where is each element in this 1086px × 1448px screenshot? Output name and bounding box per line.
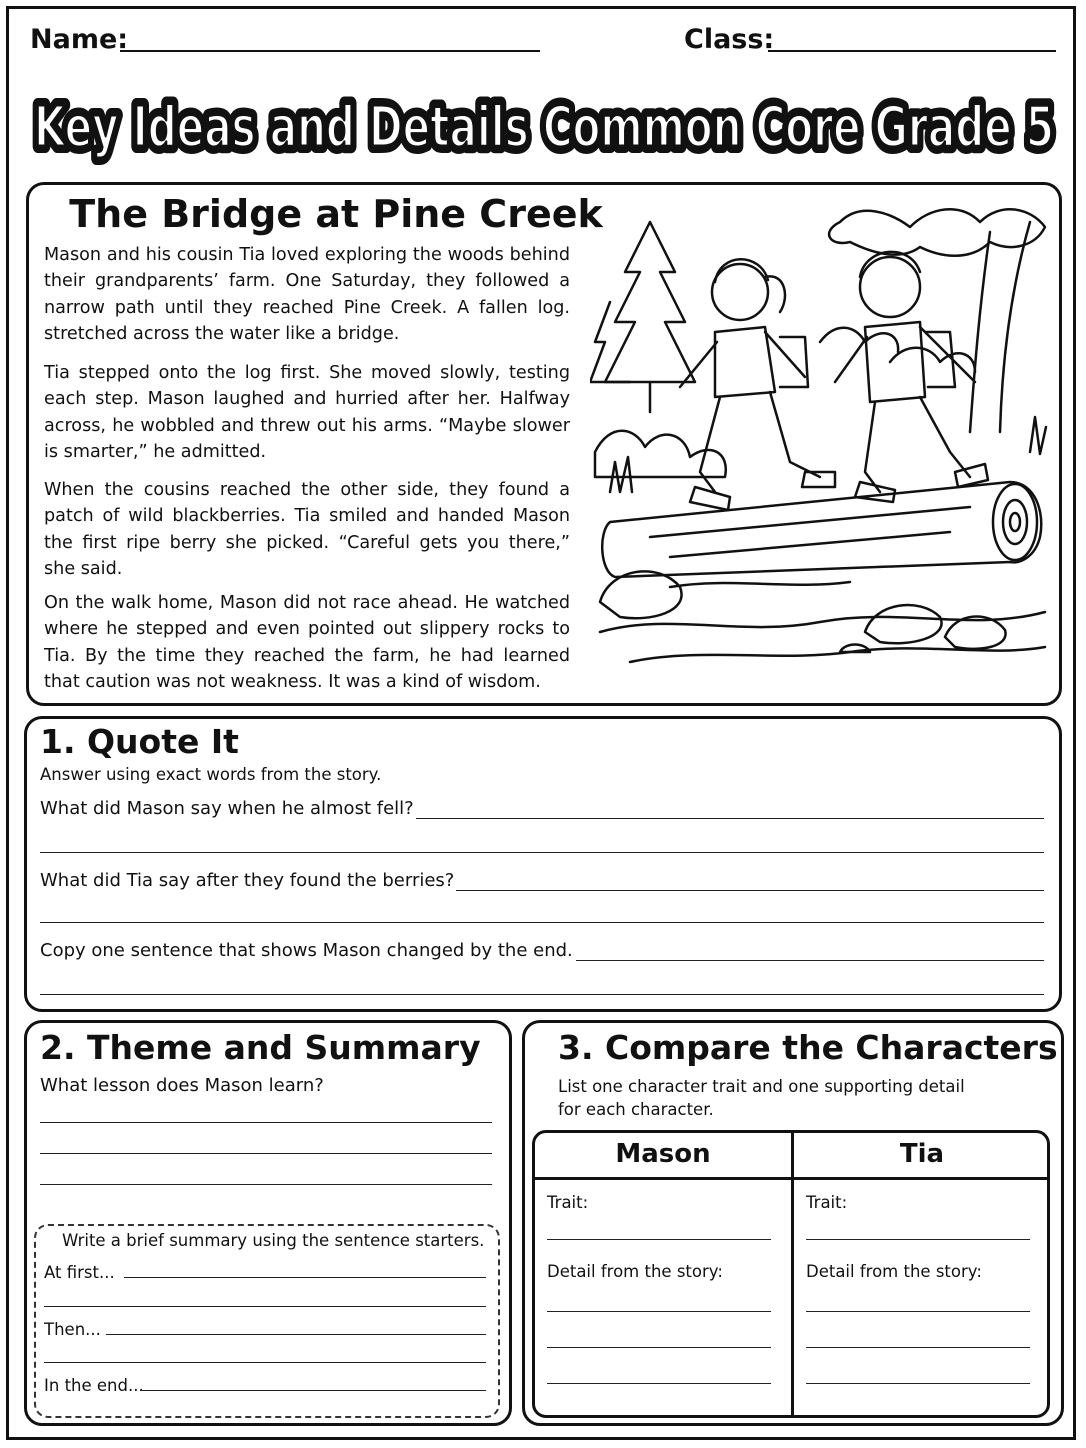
mason-column-header: Mason	[615, 1139, 711, 1169]
starter-at-first: At first...	[44, 1263, 115, 1282]
quote-it-instruction: Answer using exact words from the story.	[40, 765, 382, 784]
class-field[interactable]	[768, 50, 1056, 52]
tia-detail-line-2[interactable]	[806, 1347, 1030, 1348]
answer-3-line-2[interactable]	[40, 994, 1044, 995]
lesson-line-3[interactable]	[40, 1184, 492, 1185]
mason-trait-label: Trait:	[547, 1193, 589, 1212]
banner-title-svg	[24, 76, 1064, 166]
tia-detail-line-1[interactable]	[806, 1311, 1030, 1312]
summary-instruction: Write a brief summary using the sentence starters.	[62, 1231, 485, 1250]
banner-title-outline: Key Ideas and Details Common Core Grade 5	[34, 95, 1054, 160]
answer-1-line-2[interactable]	[40, 852, 1044, 853]
girl-head-icon	[712, 264, 768, 320]
boy-head-icon	[860, 257, 920, 317]
tia-detail-line-3[interactable]	[806, 1383, 1030, 1384]
then-line[interactable]	[106, 1334, 486, 1335]
log-icon	[602, 482, 1041, 577]
boy-shirt-icon	[865, 322, 925, 402]
mason-detail-line-1[interactable]	[547, 1311, 771, 1312]
tia-trait-line[interactable]	[806, 1239, 1030, 1240]
lesson-line-1[interactable]	[40, 1122, 492, 1123]
mason-detail-line-3[interactable]	[547, 1383, 771, 1384]
story-paragraph-2: Tia stepped onto the log first. She moved slowly, testing each step. Mason laughed and hurried after her. Halfway across, he wobbled and threw out his arms. “Maybe slower is smarter,” he admitted.	[44, 363, 570, 462]
compare-title: 3. Compare the Characters	[558, 1028, 1058, 1067]
banner-title: Key Ideas and Details Common Core Grade 5	[34, 95, 1054, 160]
at-first-line-2[interactable]	[44, 1306, 486, 1307]
tree-trunk-icon	[970, 222, 1030, 432]
story-title: The Bridge at Pine Creek	[69, 192, 603, 236]
table-column-divider	[791, 1133, 794, 1418]
mason-trait-line[interactable]	[547, 1239, 771, 1240]
banner	[24, 76, 1064, 166]
mason-detail-label: Detail from the story:	[547, 1262, 723, 1281]
answer-2-line-1[interactable]	[456, 890, 1044, 891]
compare-table	[532, 1130, 1050, 1418]
girl-shirt-icon	[715, 327, 775, 397]
mason-detail-line-2[interactable]	[547, 1347, 771, 1348]
name-label: Name:	[30, 24, 129, 55]
answer-1-line-1[interactable]	[416, 818, 1044, 819]
then-line-2[interactable]	[44, 1362, 486, 1363]
name-field[interactable]	[120, 50, 540, 52]
tia-column-header: Tia	[899, 1139, 945, 1169]
story-paragraph-1: Mason and his cousin Tia loved exploring the woods behind their grandparents’ farm. One Saturday, they followed a narrow path until they reached Pine Creek. A fallen log. stretched across the water like a bridge.	[44, 245, 570, 344]
compare-instruction: List one character trait and one supporting detail for each character.	[558, 1077, 965, 1119]
tia-detail-label: Detail from the story:	[806, 1262, 982, 1281]
answer-2-line-2[interactable]	[40, 922, 1044, 923]
theme-summary-title: 2. Theme and Summary	[40, 1028, 481, 1067]
story-illustration	[590, 192, 1050, 670]
question-1: What did Mason say when he almost fell?	[40, 798, 414, 819]
at-first-line[interactable]	[124, 1277, 486, 1278]
question-3: Copy one sentence that shows Mason changed by the end.	[40, 940, 573, 961]
lesson-question: What lesson does Mason learn?	[40, 1075, 324, 1096]
class-label: Class:	[684, 24, 775, 55]
starter-then: Then...	[44, 1320, 101, 1339]
question-2: What did Tia say after they found the berries?	[40, 870, 455, 891]
tia-trait-label: Trait:	[806, 1193, 848, 1212]
quote-it-title: 1. Quote It	[40, 722, 239, 761]
story-paragraph-3: When the cousins reached the other side, they found a patch of wild blackberries. Tia smiled and handed Mason the first ripe berry she picked. “Careful gets you there,” she said.	[44, 480, 570, 579]
answer-3-line-1[interactable]	[576, 960, 1044, 961]
lesson-line-2[interactable]	[40, 1153, 492, 1154]
story-paragraph-4: On the walk home, Mason did not race ahead. He watched where he stepped and even pointed out slippery rocks to Tia. By the time they reached the farm, he had learned that caution was not weakness. It was a kind of wisdom.	[44, 593, 570, 692]
starter-in-the-end: In the end...	[44, 1376, 144, 1395]
in-the-end-line[interactable]	[140, 1390, 486, 1391]
